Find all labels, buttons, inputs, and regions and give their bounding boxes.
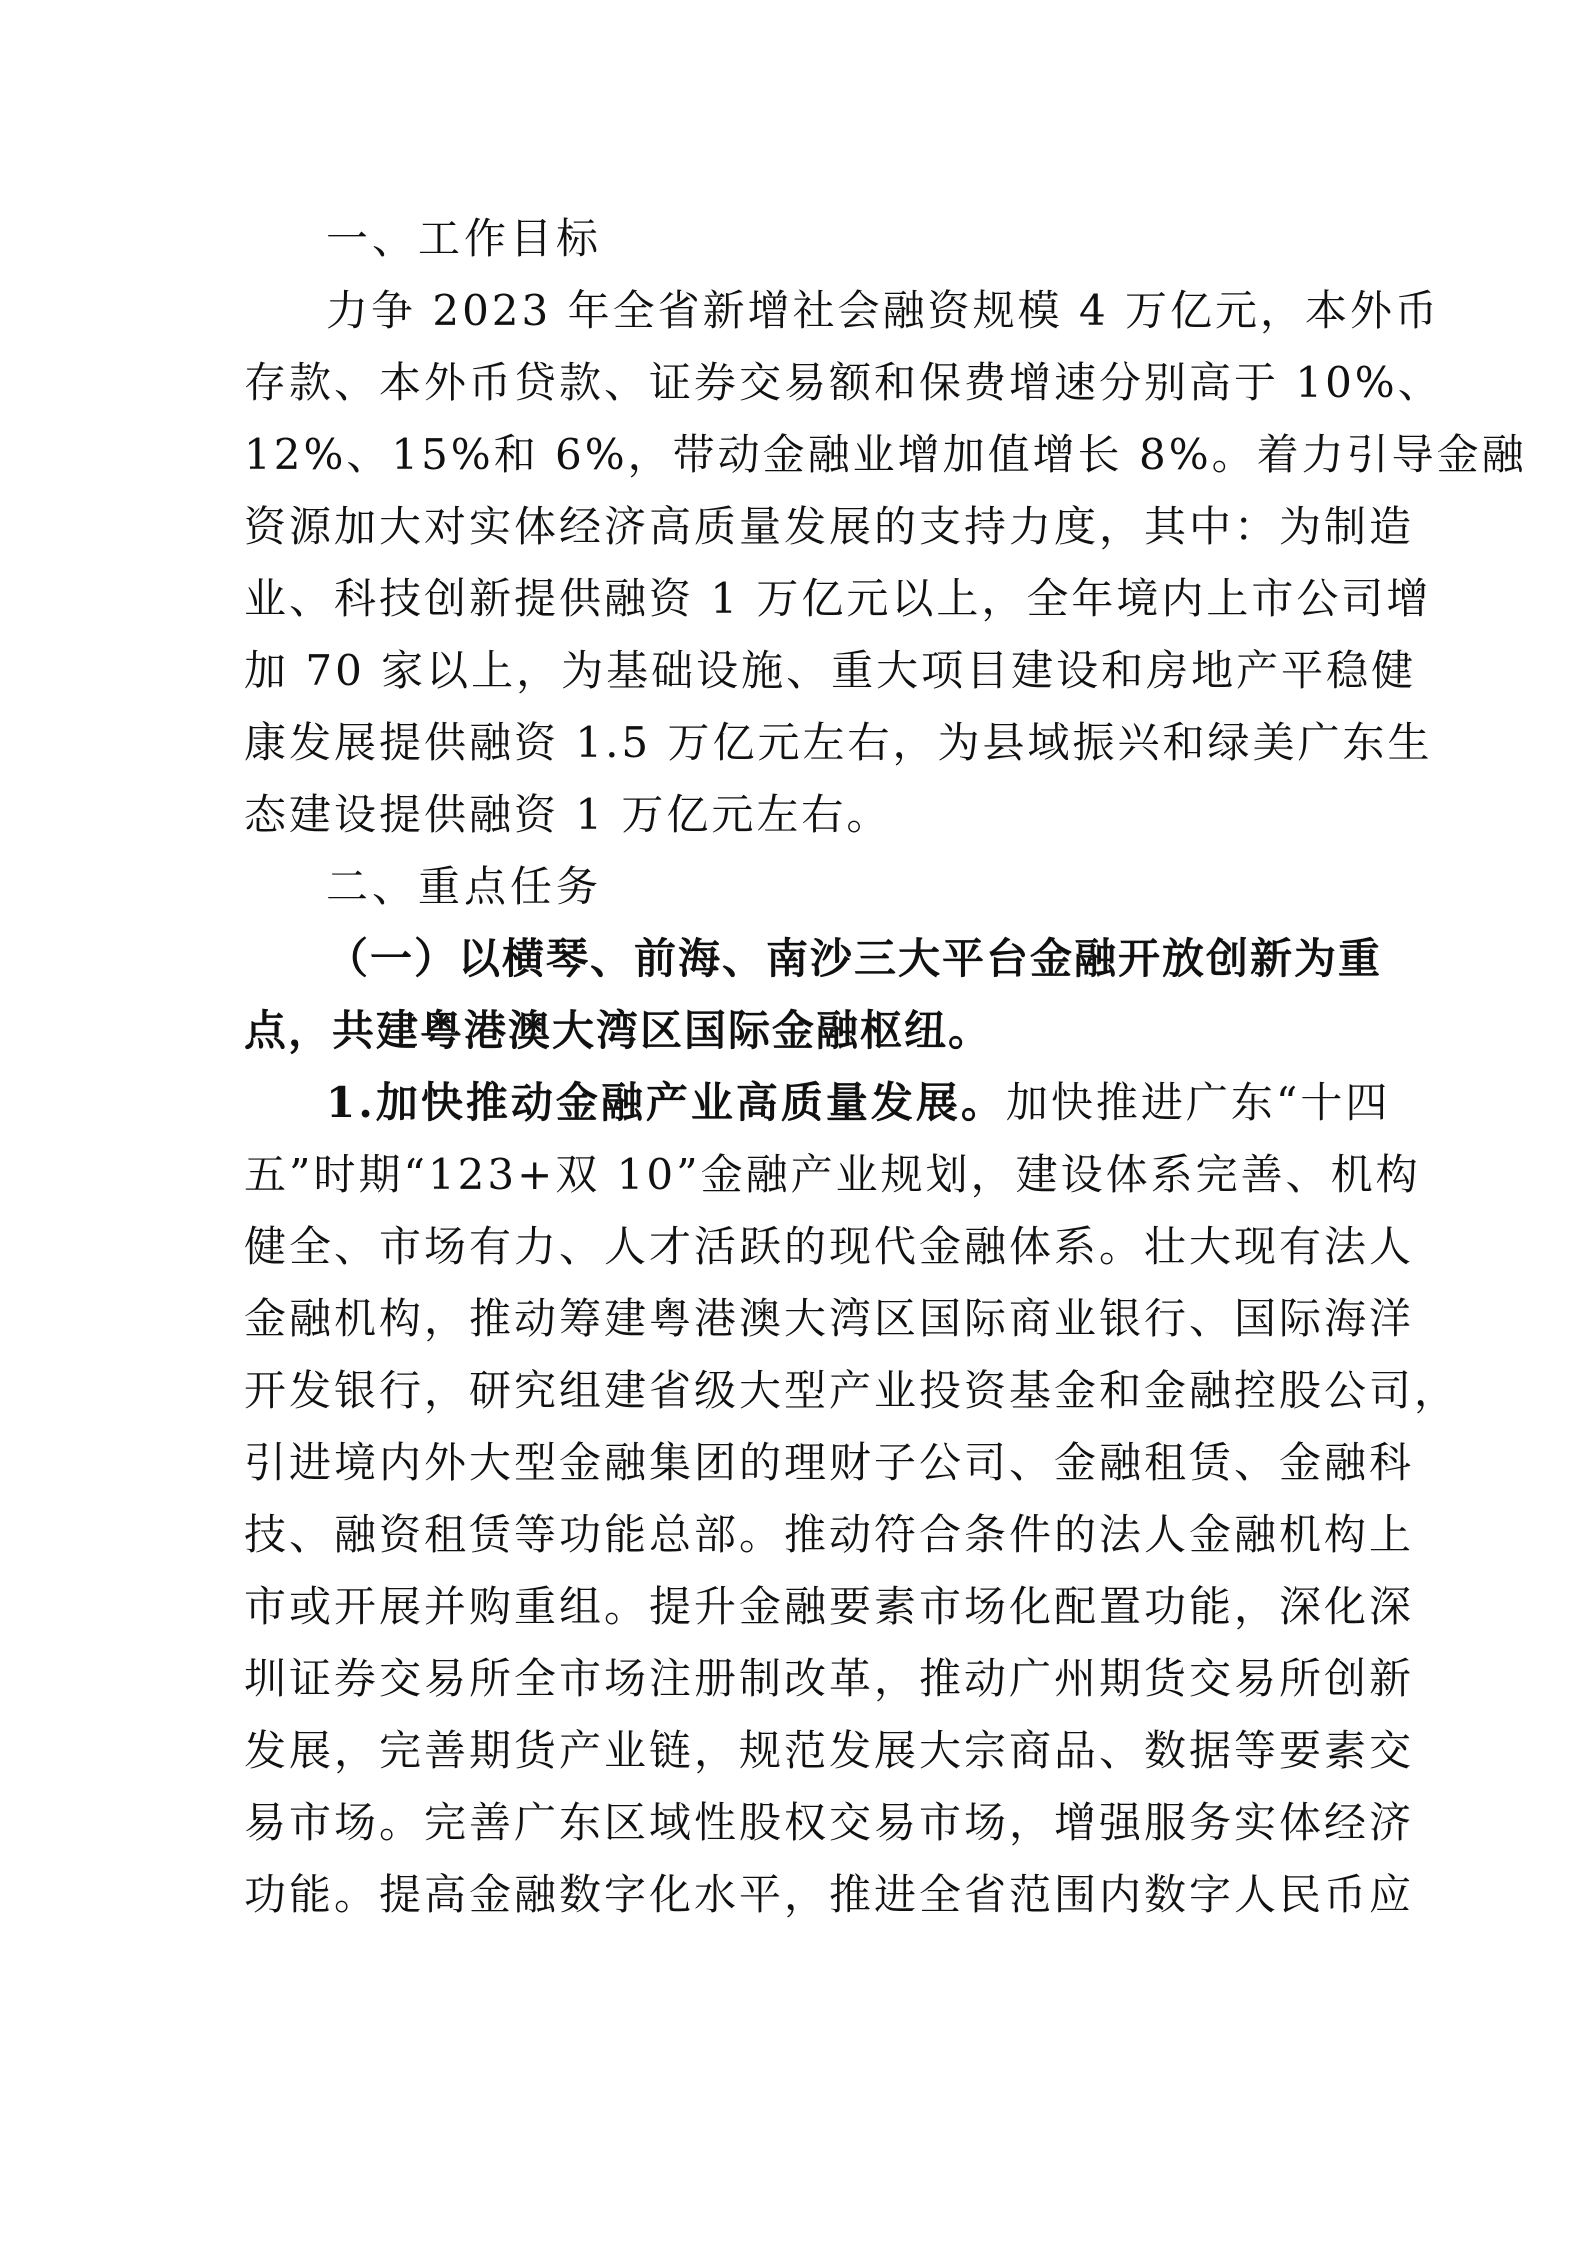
paragraph-line: 态建设提供融资 1 万亿元左右。 (244, 790, 892, 839)
paragraph-line: 金融机构，推动筹建粤港澳大湾区国际商业银行、国际海洋 (244, 1294, 1415, 1343)
paragraph-line: 加 70 家以上，为基础设施、重大项目建设和房地产平稳健 (244, 646, 1417, 695)
item-first-line (326, 1067, 1391, 1139)
item-first-line-text: 加快推进广东“十四 (1005, 1078, 1391, 1127)
item-title: 1.加快推动金融产业高质量发展。 (326, 1078, 1006, 1127)
paragraph-line: 五”时期“123+双 10”金融产业规划，建设体系完善、机构 (244, 1150, 1421, 1199)
paragraph-line: 健全、市场有力、人才活跃的现代金融体系。壮大现有法人 (244, 1222, 1415, 1271)
subheading-line: 点，共建粤港澳大湾区国际金融枢纽。 (244, 1006, 993, 1055)
paragraph-line: 开发银行，研究组建省级大型产业投资基金和金融控股公司， (244, 1366, 1460, 1415)
subheading-line: （一）以横琴、前海、南沙三大平台金融开放创新为重 (326, 934, 1383, 983)
paragraph-line: 力争 2023 年全省新增社会融资规模 4 万亿元，本外币 (326, 286, 1441, 335)
paragraph-line: 资源加大对实体经济高质量发展的支持力度，其中：为制造 (244, 502, 1415, 551)
paragraph-line: 易市场。完善广东区域性股权交易市场，增强服务实体经济 (244, 1798, 1415, 1847)
section-heading-tasks: 二、重点任务 (326, 862, 603, 911)
paragraph-line: 引进境内外大型金融集团的理财子公司、金融租赁、金融科 (244, 1438, 1415, 1487)
paragraph-line: 发展，完善期货产业链，规范发展大宗商品、数据等要素交 (244, 1726, 1415, 1775)
paragraph-line: 市或开展并购重组。提升金融要素市场化配置功能，深化深 (244, 1582, 1415, 1631)
paragraph-line: 存款、本外币贷款、证券交易额和保费增速分别高于 10%、 (244, 358, 1443, 407)
paragraph-line: 圳证券交易所全市场注册制改革，推动广州期货交易所创新 (244, 1654, 1415, 1703)
paragraph-line: 技、融资租赁等功能总部。推动符合条件的法人金融机构上 (244, 1510, 1415, 1559)
paragraph-line: 12%、15%和 6%，带动金融业增加值增长 8%。着力引导金融 (244, 430, 1527, 479)
paragraph-line: 业、科技创新提供融资 1 万亿元以上，全年境内上市公司增 (244, 574, 1432, 623)
section-heading-goals: 一、工作目标 (326, 214, 603, 263)
paragraph-line: 康发展提供融资 1.5 万亿元左右，为县域振兴和绿美广东生 (244, 718, 1433, 767)
paragraph-line: 功能。提高金融数字化水平，推进全省范围内数字人民币应 (244, 1870, 1415, 1919)
